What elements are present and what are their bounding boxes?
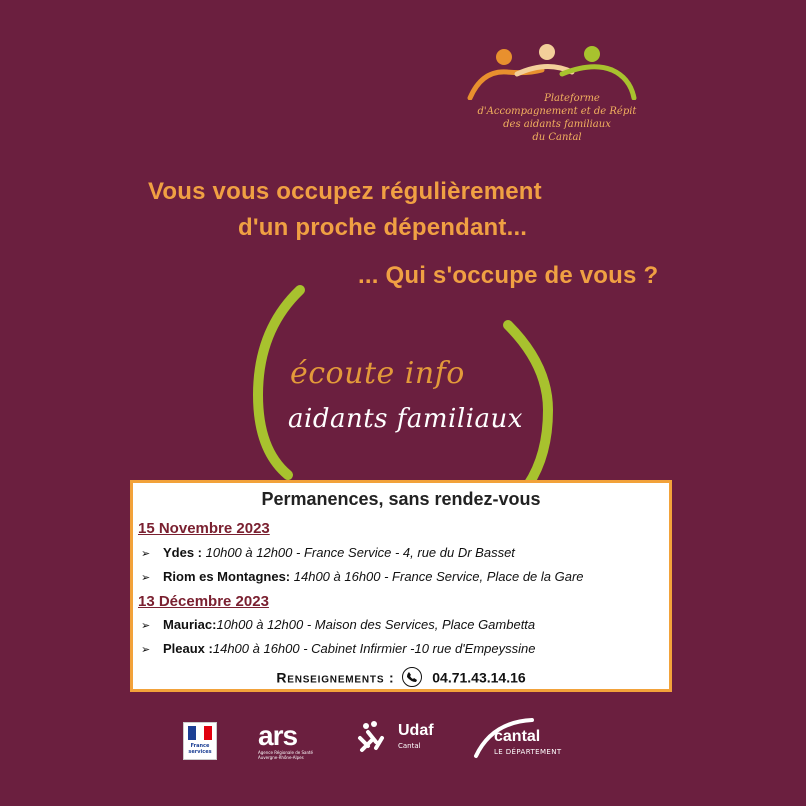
arrow-bullet-icon: ➢: [141, 572, 151, 584]
list-item: ➢ Ydes : 10h00 à 12h00 - France Service - 4, rue du Dr Basset: [141, 545, 515, 560]
phone-icon: [402, 667, 422, 687]
logo-line-2: d'Accompagnement et de Répit: [477, 106, 637, 117]
logo-line-4: du Cantal: [532, 132, 582, 143]
arrow-bullet-icon: ➢: [141, 644, 151, 656]
ars-logo: ars: [258, 720, 298, 751]
flag-icon: [188, 726, 212, 740]
list-item: ➢ Mauriac:10h00 à 12h00 - Maison des Services, Place Gambetta: [141, 617, 536, 632]
headline-line-2: d'un proche dépendant...: [238, 214, 528, 241]
date-heading: 13 Décembre 2023: [138, 593, 269, 610]
partner-logos: [0, 716, 806, 766]
ars-subtitle: Agence Régionale de Santé Auvergne-Rhône-Alpes: [258, 750, 314, 760]
phone-number[interactable]: 04.71.43.14.16: [432, 669, 526, 686]
people-logo-icon: [462, 40, 652, 100]
headline-line-1: Vous vous occupez régulièrement: [148, 178, 542, 205]
list-item: ➢ Pleaux :14h00 à 16h00 - Cabinet Infirmier -10 rue d'Empeyssine: [141, 641, 536, 656]
arrow-bullet-icon: ➢: [141, 548, 151, 560]
service-subtitle: aidants familiaux: [288, 404, 523, 434]
contact-label: Renseignements :: [276, 669, 395, 686]
logo-line-1: Plateforme: [544, 93, 600, 104]
permanences-box: [130, 480, 672, 692]
france-services-logo: France services: [183, 722, 217, 760]
list-item: ➢ Riom es Montagnes: 14h00 à 16h00 - France Service, Place de la Gare: [141, 569, 584, 584]
date-heading: 15 Novembre 2023: [138, 520, 270, 537]
udaf-subtitle: Cantal: [398, 742, 421, 750]
logo-line-3: des aidants familiaux: [503, 119, 611, 130]
platform-logo: [462, 40, 652, 170]
headline-line-3: ... Qui s'occupe de vous ?: [358, 262, 659, 289]
cantal-name: cantal: [494, 728, 541, 745]
udaf-name: Udaf: [398, 722, 434, 739]
arrow-bullet-icon: ➢: [141, 620, 151, 632]
service-title: écoute info: [290, 356, 465, 391]
permanences-title: Permanences, sans rendez-vous: [261, 489, 541, 509]
contact-line: [133, 669, 669, 689]
cantal-subtitle: LE DÉPARTEMENT: [494, 748, 562, 756]
